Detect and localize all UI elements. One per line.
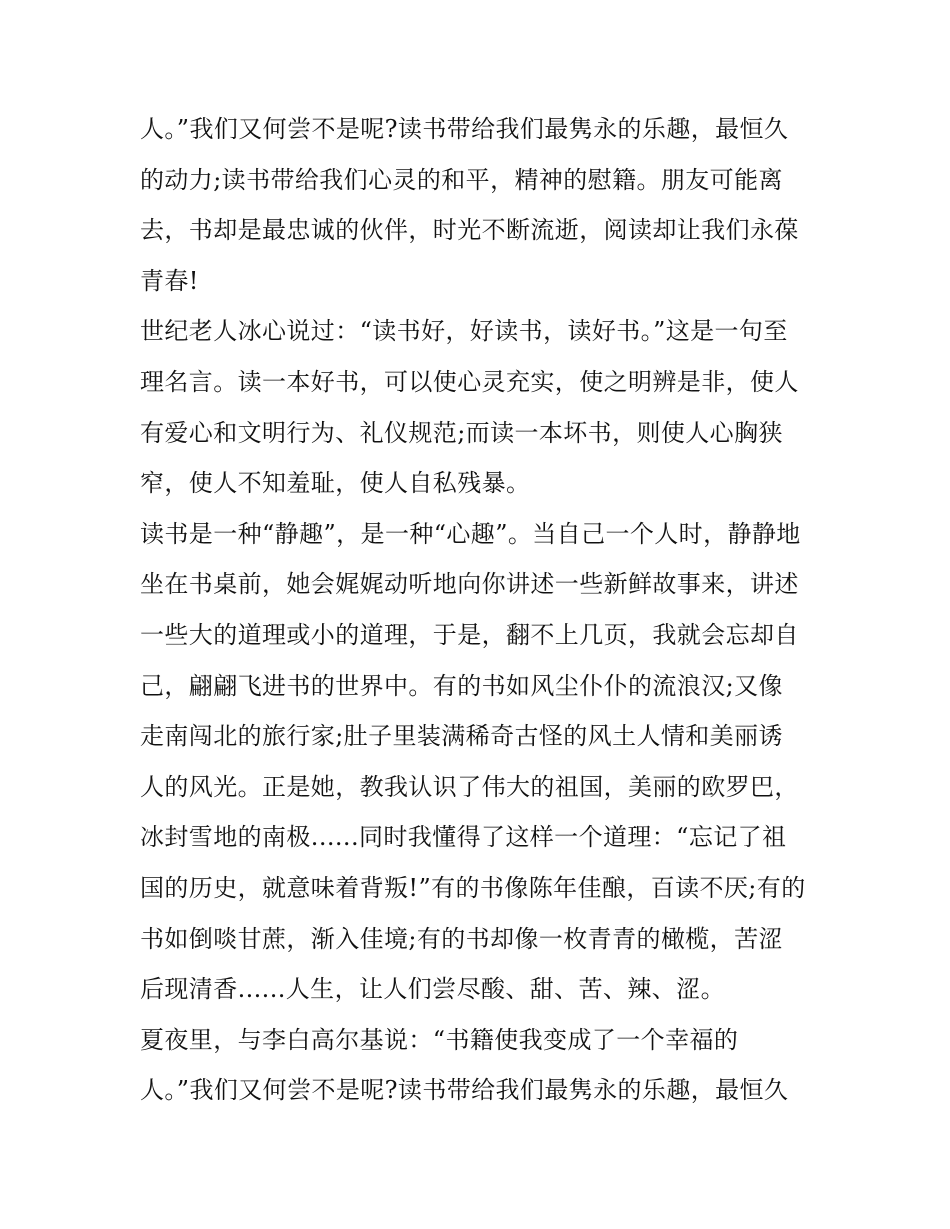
- text-line: 己，翩翩飞进书的世界中。有的书如风尘仆仆的流浪汉;又像: [140, 671, 783, 700]
- text-line: 去，书却是最忠诚的伙伴，时光不断流逝，阅读却让我们永葆: [140, 216, 799, 245]
- text-line: 人。”我们又何尝不是呢?读书带给我们最隽永的乐趣，最恒久: [140, 115, 789, 143]
- text-line: 走南闯北的旅行家;肚子里装满稀奇古怪的风土人情和美丽诱: [140, 722, 783, 751]
- text-line: 窄，使人不知羞耻，使人自私残暴。: [140, 469, 531, 498]
- text-line: 国的历史，就意味着背叛!”有的书像陈年佳酿，百读不厌;有的: [140, 873, 806, 902]
- text-line: 人的风光。正是她，教我认识了伟大的祖国，美丽的欧罗巴，: [140, 772, 799, 801]
- text-line: 青春!: [140, 266, 199, 295]
- text-line: 夏夜里，与李白高尔基说：“书籍使我变成了一个幸福的: [140, 1025, 739, 1054]
- text-line: 冰封雪地的南极......同时我懂得了这样一个道理：“忘记了祖: [140, 823, 787, 852]
- text-line: 一些大的道理或小的道理，于是，翻不上几页，我就会忘却自: [140, 620, 799, 649]
- text-line: 的动力;读书带给我们心灵的和平，精神的慰籍。朋友可能离: [140, 165, 783, 194]
- text-line: 坐在书桌前，她会娓娓动听地向你讲述一些新鲜故事来，讲述: [140, 570, 799, 599]
- body-text: [140, 104, 820, 1116]
- text-line: 世纪老人冰心说过：“读书好，好读书，读好书。”这是一句至: [140, 317, 788, 346]
- text-line: 理名言。读一本好书，可以使心灵充实，使之明辨是非，使人: [140, 367, 799, 396]
- text-line: 有爱心和文明行为、礼仪规范;而读一本坏书，则使人心胸狭: [140, 418, 783, 447]
- text-line: 人。”我们又何尝不是呢?读书带给我们最隽永的乐趣，最恒久: [140, 1076, 789, 1105]
- text-line: 书如倒啖甘蔗，渐入佳境;有的书却像一枚青青的橄榄，苦涩: [140, 924, 783, 953]
- text-line: 读书是一种“静趣”，是一种“心趣”。当自己一个人时，静静地: [140, 519, 801, 548]
- text-line: 后现清香......人生，让人们尝尽酸、甜、苦、辣、涩。: [140, 975, 725, 1004]
